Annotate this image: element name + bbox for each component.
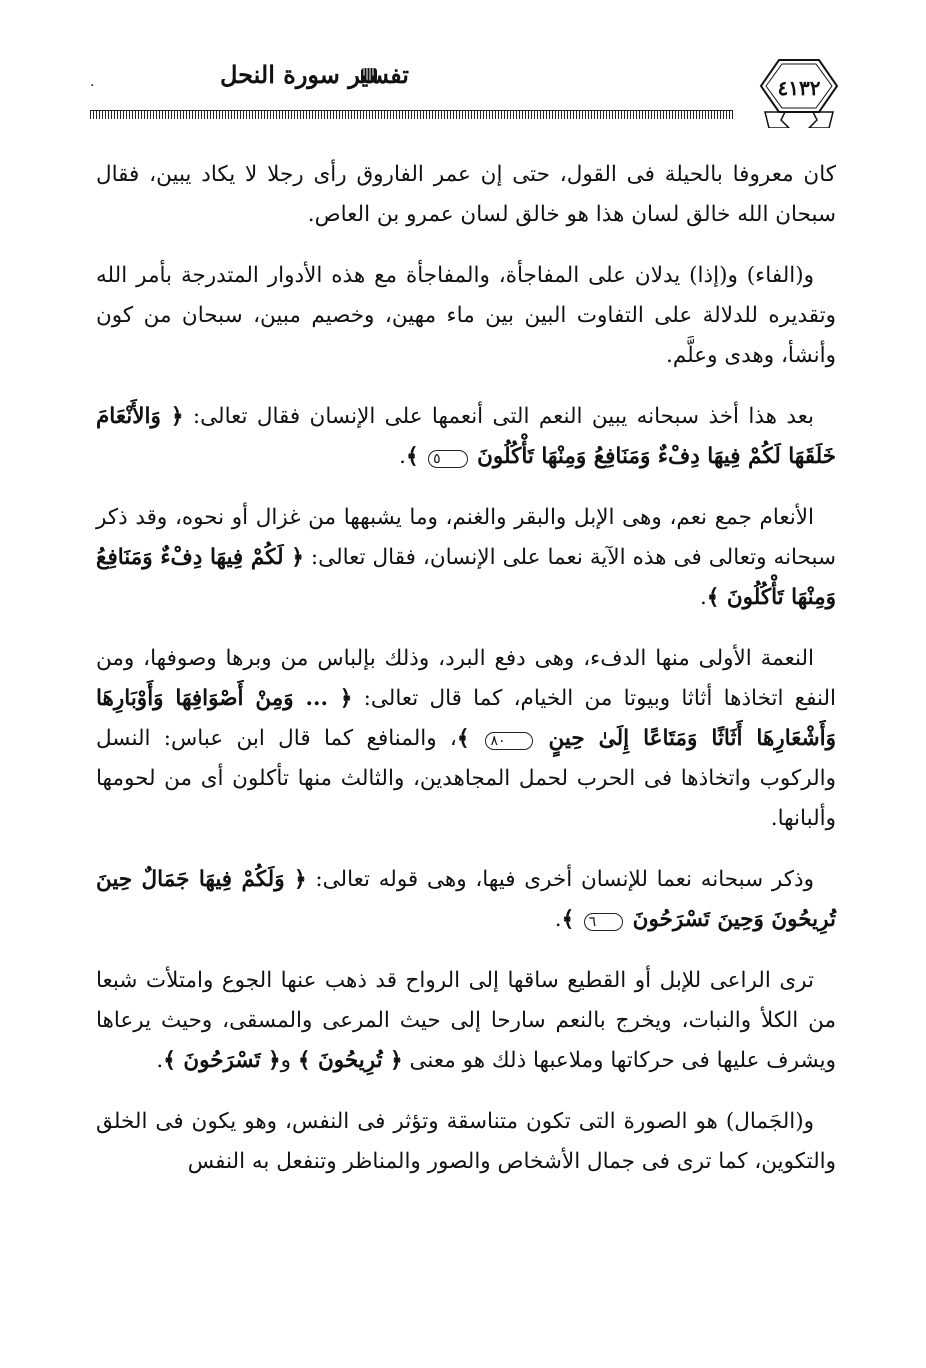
ayah-number-marker: ٨٠ <box>485 732 532 750</box>
paragraph-text: ، والمنافع كما قال ابن عباس: النسل والركوب واتخاذها فى الحرب لحمل المجاهدين، والثالث منها تأكلون أى من لحومها وألبانها. <box>96 726 836 831</box>
paragraph-text: . <box>554 907 562 932</box>
paragraph-text: . <box>156 1048 164 1073</box>
paragraph-text: و(الفاء) و(إذا) يدلان على المفاجأة، والمفاجأة مع هذه الأدوار المتدرجة بأمر الله وتقديره للدلالة على التفاوت البين بين ماء مهين، وخصيم مبين، سبحان من كون وأنشأ، وهدى وعلَّم. <box>96 263 836 368</box>
quran-quote: ﴿ لَكُمْ فِيهَا دِفْءٌ وَمَنَافِعُ وَمِنْهَا تَأْكُلُونَ ﴾ <box>96 545 836 610</box>
paragraph-text: ترى الراعى للإبل أو القطيع ساقها إلى الرواح قد ذهب عنها الجوع وامتلأت شبعا من الكلأ والنبات، ويخرج بالنعم سارحا إلى حيث المرعى والمسقى، وحيث يرعاها ويشرف عليها فى حركاتها وملاعبها ذلك هو معنى <box>96 968 836 1073</box>
paragraph <box>96 639 836 839</box>
page-number: ٤١٣٢ <box>777 76 821 100</box>
paragraph-text: وذكر سبحانه نعما للإنسان أخرى فيها، وهى قوله تعالى: <box>306 867 814 892</box>
quran-quote: ﴾ <box>561 907 582 932</box>
paragraph <box>96 1102 836 1182</box>
page-header <box>90 48 835 138</box>
quran-quote: ﴿ تُرِيحُونَ ﴾ <box>297 1048 403 1073</box>
ayah-number-marker: ٥ <box>428 450 468 468</box>
paragraph <box>96 155 836 235</box>
paragraph-text: النعمة الأولى منها الدفء، وهى دفع البرد، وذلك بإلباس من وبرها وصوفها، ومن النفع اتخاذها أثاثا وبيوتا من الخيام، كما قال تعالى: <box>96 646 836 711</box>
paragraph <box>96 961 836 1081</box>
ayah-number-marker: ٦ <box>584 913 624 931</box>
quran-quote: ﴿ ... وَمِنْ أَصْوَافِهَا وَأَوْبَارِهَا وَأَشْعَارِهَا أَثَاثًا وَمَتَاعًا إِلَىٰ حِينٍ <box>96 686 836 751</box>
paragraph-text: و(الجَمال) هو الصورة التى تكون متناسقة وتؤثر فى النفس، وهو يكون فى الخلق والتكوين، كما ترى فى جمال الأشخاص والصور والمناظر وتنفعل به النفس <box>96 1109 836 1174</box>
running-title: تفسير سورة النحل <box>220 60 409 89</box>
quran-quote: ﴿ وَلَكُمْ فِيهَا جَمَالٌ حِينَ تُرِيحُونَ وَحِينَ تَسْرَحُونَ <box>96 867 836 932</box>
paragraph-text: بعد هذا أخذ سبحانه يبين النعم التى أنعمها على الإنسان فقال تعالى: <box>183 404 814 429</box>
paragraph <box>96 498 836 618</box>
quran-quote: ﴿ تَسْرَحُونَ ﴾ <box>163 1048 281 1073</box>
paragraph <box>96 256 836 376</box>
paragraph-text: . <box>399 444 406 469</box>
quran-quote: ﴾ <box>456 726 484 751</box>
title-dot: . <box>90 74 95 90</box>
paragraph-text: و <box>280 1048 298 1073</box>
paragraph-text: كان معروفا بالحيلة فى القول، حتى إن عمر الفاروق رأى رجلا لا يكاد يبين، فقال سبحان الله خالق لسان هذا هو خالق لسان عمرو بن العاص. <box>96 162 836 227</box>
paragraph-text: . <box>699 585 707 610</box>
quran-quote: ﴾ <box>406 444 427 469</box>
quran-quote: ﴿ وَالأَنْعَامَ خَلَقَهَا لَكُمْ فِيهَا دِفْءٌ وَمَنَافِعُ وَمِنْهَا تَأْكُلُونَ <box>96 404 836 469</box>
header-rule <box>90 110 733 119</box>
paragraph-text: الأنعام جمع نعم، وهى الإبل والبقر والغنم، وما يشبهها من غزال أو نحوه، وقد ذكر سبحانه وتعالى فى هذه الآية نعما على الإنسان، فقال تعالى: <box>96 505 836 570</box>
page-body <box>96 155 836 1203</box>
paragraph <box>96 397 836 477</box>
paragraph <box>96 860 836 940</box>
